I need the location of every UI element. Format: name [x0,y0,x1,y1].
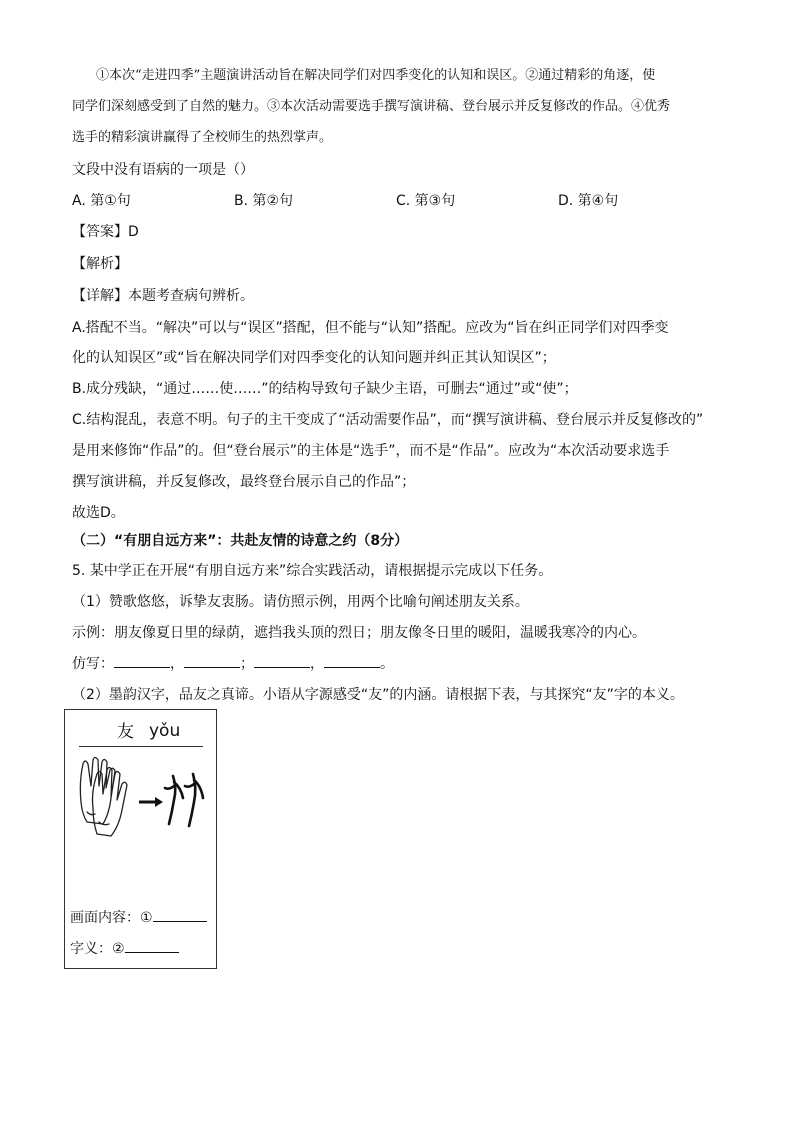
q5-part2: （2）墨韵汉字，品友之真谛。小语从字源感受“友”的内涵。请根据下表，与其探究“友”字的本义。 [72,687,684,703]
detail-line-2: A.搭配不当。“解决”可以与“误区”搭配，但不能与“认知”搭配。应改为“旨在纠正同学们对四季变 [72,320,669,336]
detail-line-5: C.结构混乱，表意不明。句子的主干变成了“活动需要作品”，而“撰写演讲稿、登台展示并反复修改的” [72,412,704,428]
picture-blank[interactable] [153,908,207,922]
detail-line-3: 化的认知误区”或“旨在解决同学们对四季变化的认知问题并纠正其认知误区”； [72,350,556,366]
q5-intro: 5. 某中学正在开展“有朋自远方来”综合实践活动，请根据提示完成以下任务。 [72,563,553,579]
card-row-meaning [70,939,179,959]
card-character: 友 [117,722,134,742]
analysis-label: 【解析】 [72,256,128,272]
sep-3: ， [310,656,324,672]
detail-line-7: 撰写演讲稿，并反复修改，最终登台展示自己的作品”； [72,474,416,490]
detail-line-1: 【详解】本题考查病句辨析。 [72,288,254,304]
picture-label: 画面内容：① [70,910,153,926]
imitate-label: 仿写： [72,656,114,672]
blank-1[interactable] [114,654,170,668]
hands-illustration [73,752,213,842]
option-c: C. 第③句 [396,193,456,209]
blank-2[interactable] [184,654,240,668]
passage-line-1: ①本次“走进四季”主题演讲活动旨在解决同学们对四季变化的认知和误区。②通过精彩的角逐，使 [96,68,656,83]
detail-line-4: B.成分残缺，“通过……使……”的结构导致句子缺少主语，可删去“通过”或“使”； [72,381,578,397]
end-mark: 。 [380,656,394,672]
option-a: A. 第①句 [72,193,131,209]
blank-4[interactable] [324,654,380,668]
option-b: B. 第②句 [234,193,294,209]
sep-2: ； [240,656,254,672]
q5-part1: （1）赞歌悠悠，诉挚友衷肠。请仿照示例，用两个比喻句阐述朋友关系。 [72,594,529,610]
card-row-picture [70,908,207,928]
blank-3[interactable] [254,654,310,668]
card-pinyin: yǒu [149,721,181,741]
character-card [64,709,217,969]
option-d: D. 第④句 [558,193,619,209]
sep-1: ， [170,656,184,672]
section-2-title: （二）“有朋自远方来”：共赴友情的诗意之约（8分） [72,533,409,549]
card-divider [79,746,203,747]
detail-line-6: 是用来修饰“作品”的。但“登台展示”的主体是“选手”，而不是“作品”。应改为“本次活动要求选手 [72,443,670,459]
q5-example: 示例：朋友像夏日里的绿荫，遮挡我头顶的烈日；朋友像冬日里的暖阳，温暖我寒冷的内心。 [72,625,646,641]
question-text: 文段中没有语病的一项是（） [72,162,254,178]
meaning-blank[interactable] [125,939,179,953]
passage-line-3: 选手的精彩演讲赢得了全校师生的热烈掌声。 [72,130,333,145]
meaning-label: 字义：② [70,941,125,957]
detail-line-8: 故选D。 [72,505,125,521]
imitate-row [72,654,394,674]
answer-label: 【答案】D [72,224,139,240]
passage-line-2: 同学们深刻感受到了自然的魅力。③本次活动需要选手撰写演讲稿、登台展示并反复修改的作品。④优秀 [72,99,671,114]
